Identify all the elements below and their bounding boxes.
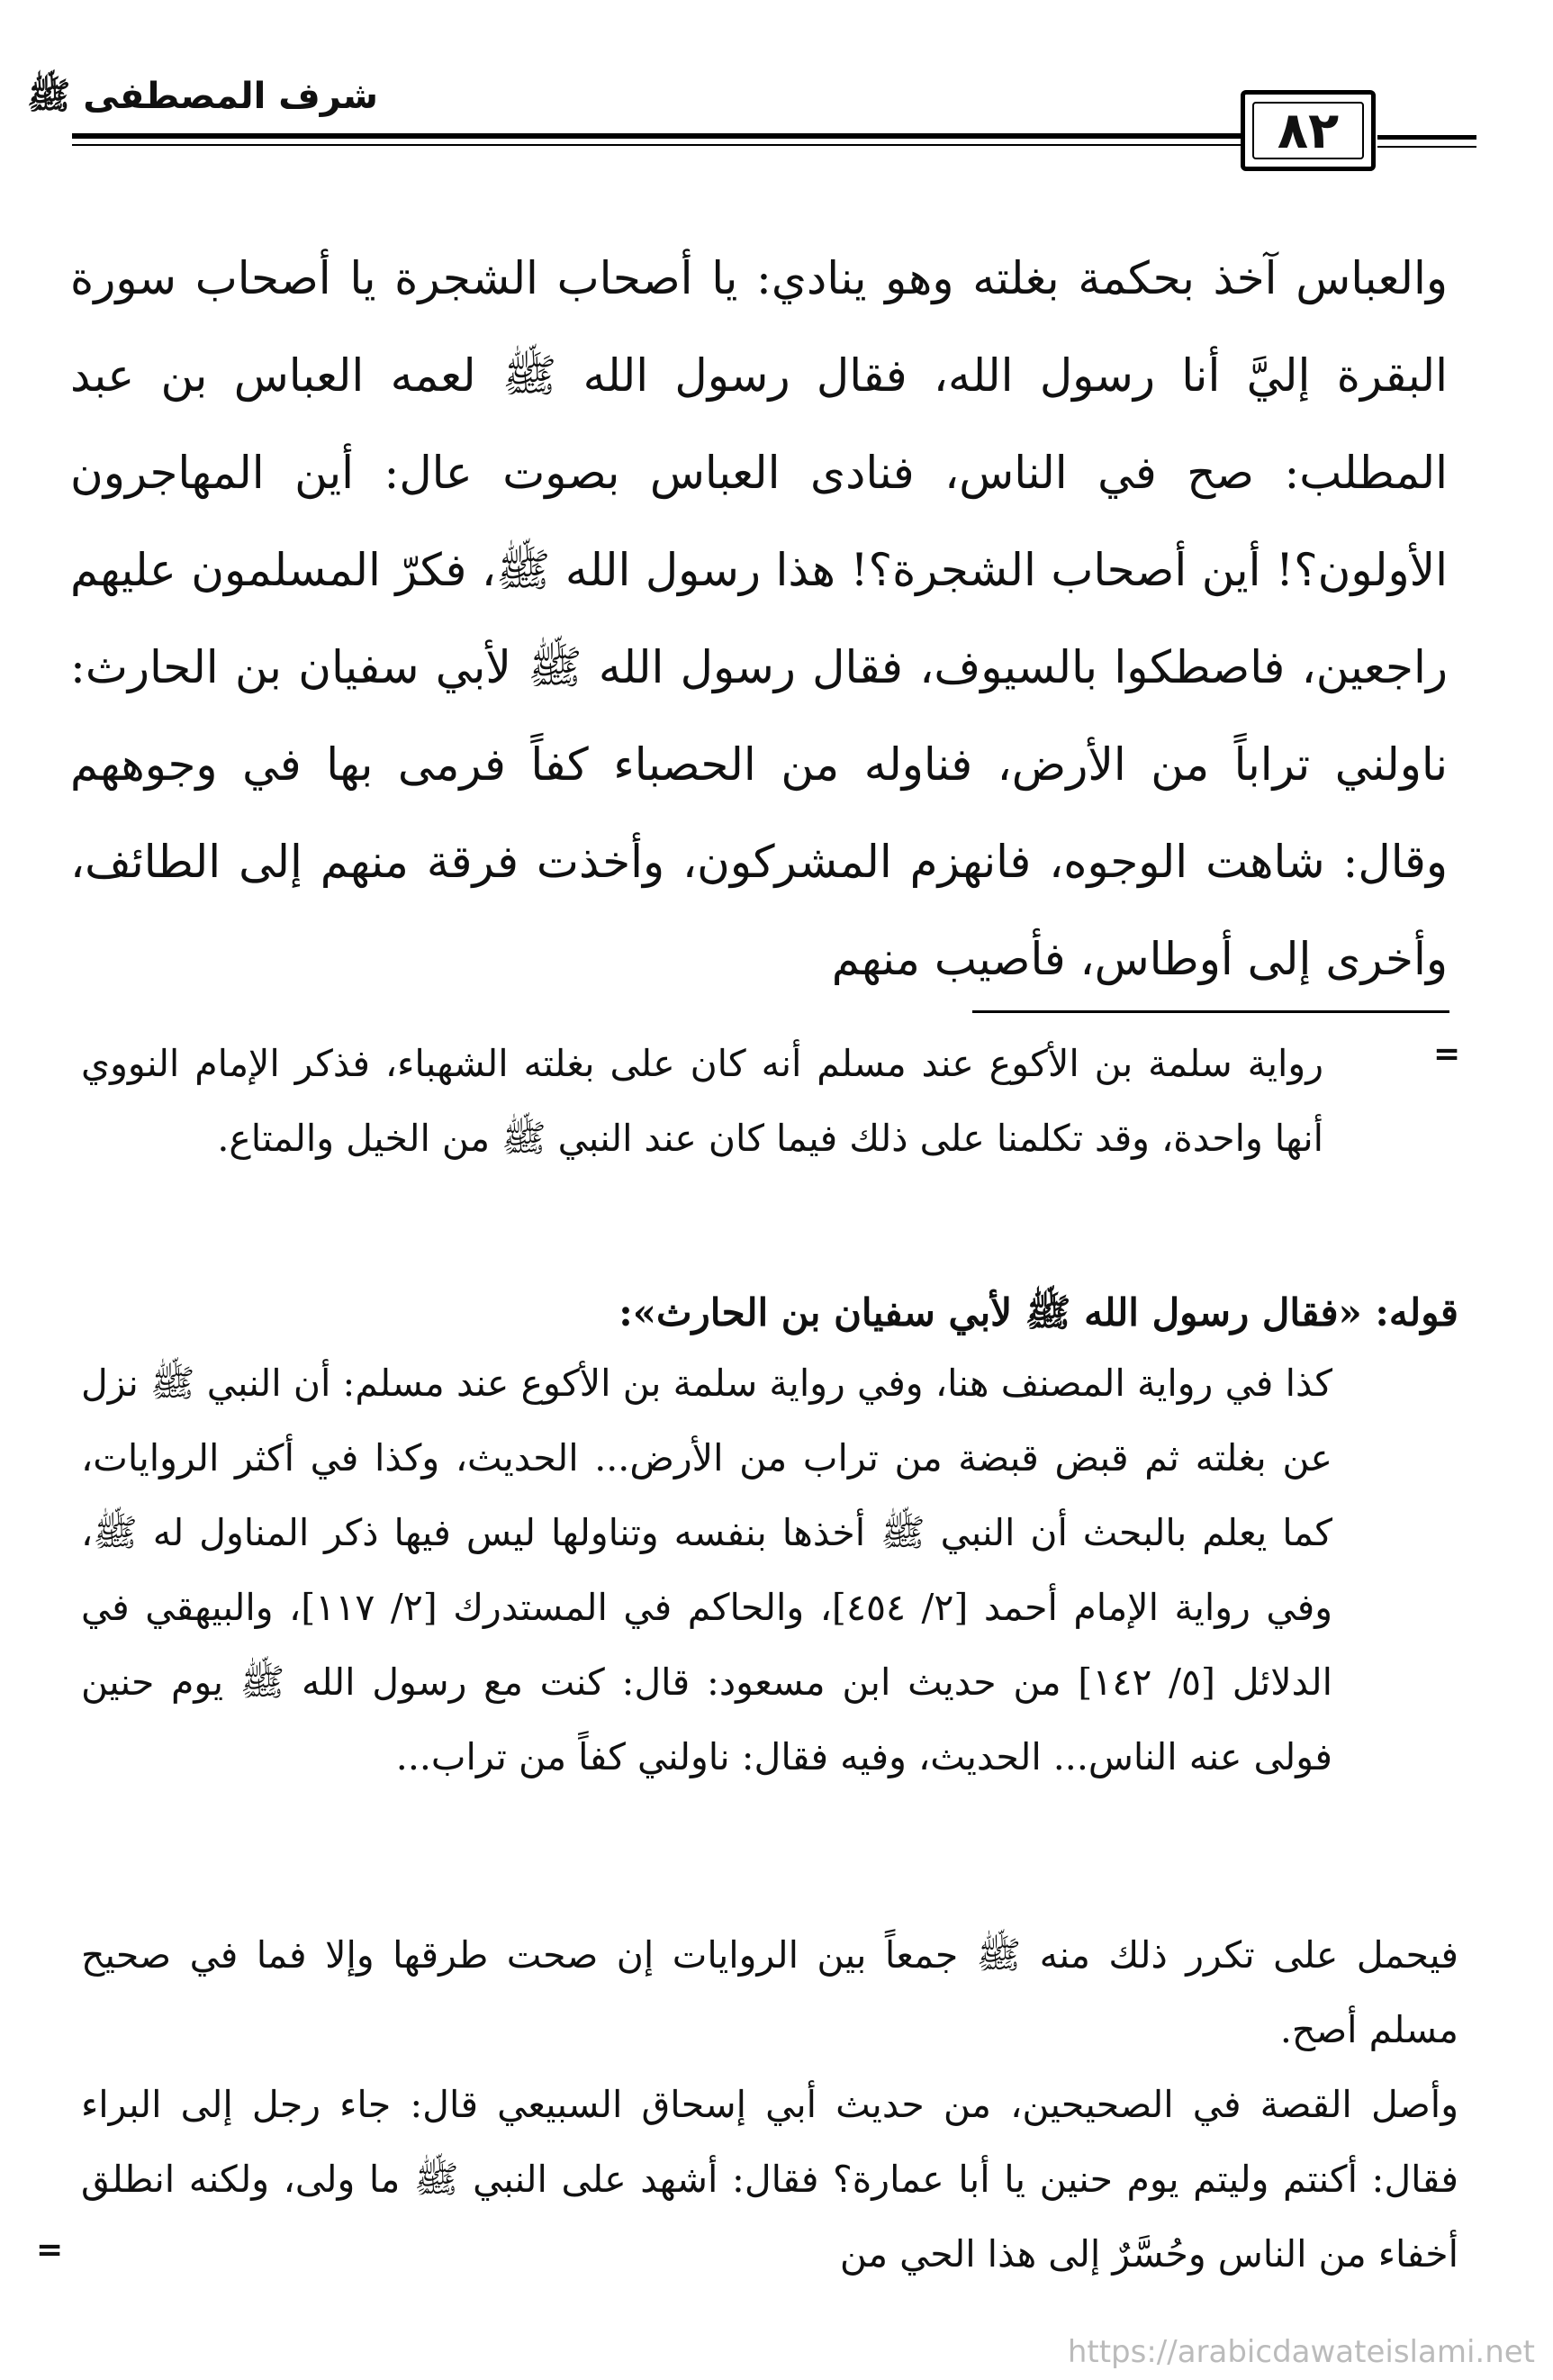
page-number: ٨٢ xyxy=(1277,101,1340,160)
footnote-body-wide xyxy=(81,1918,1458,2292)
watermark-url: https://arabicdawateislami.net xyxy=(1067,2334,1535,2370)
main-text xyxy=(70,230,1448,1008)
footnote-divider xyxy=(972,1010,1449,1013)
footnote-continuation-mark: = xyxy=(1433,1036,1461,1072)
header-rule-right-thin xyxy=(1377,146,1476,148)
footnote-body xyxy=(81,1346,1332,1795)
footnote-heading: قوله: «فقال رسول الله ﷺ لأبي سفيان بن الحارث»: xyxy=(618,1290,1458,1335)
footnote-paragraph-3: وأصل القصة في الصحيحين، من حديث أبي إسحاق السبيعي قال: جاء رجل إلى البراء فقال: أكنتم وليتم يوم حنين يا أبا عمارة؟ فقال: أشهد على النبي ﷺ ما ولى، ولكنه انطلق أخفاء من الناس وحُسَّرٌ إلى هذا الحي من xyxy=(81,2083,1458,2276)
header-rule xyxy=(72,133,1242,139)
main-paragraph: والعباس آخذ بحكمة بغلته وهو ينادي: يا أصحاب الشجرة يا أصحاب سورة البقرة إليَّ أنا رسول الله، فقال رسول الله ﷺ لعمه العباس بن عبد المطلب: صح في الناس، فنادى العباس بصوت عال: أين المهاجرون الأولون؟! أين أصحاب الشجرة؟! هذا رسول الله ﷺ، فكرّ المسلمون عليهم راجعين، فاصطكوا بالسيوف، فقال رسول الله ﷺ لأبي سفيان بن الحارث: ناولني تراباً من الأرض، فناوله من الحصباء كفاً فرمى بها في وجوههم وقال: شاهت الوجوه، فانهزم المشركون، وأخذت فرقة منهم إلى الطائف، وأخرى إلى أوطاس، فأصيب منهم xyxy=(70,252,1448,985)
footnote-paragraph-2: فيحمل على تكرر ذلك منه ﷺ جمعاً بين الروايات إن صحت طرقها وإلا فما في صحيح مسلم أصح. xyxy=(81,1933,1458,2051)
footnote-continuation-text: رواية سلمة بن الأكوع عند مسلم أنه كان على بغلته الشهباء، فذكر الإمام النووي أنها واحدة، وقد تكلمنا على ذلك فيما كان عند النبي ﷺ من الخيل والمتاع. xyxy=(81,1042,1323,1160)
header-rule-right xyxy=(1377,135,1476,140)
page-number-box xyxy=(1241,90,1376,171)
header-rule-thin xyxy=(72,144,1242,146)
footnote-continuation xyxy=(81,1027,1323,1176)
footnote-paragraph-1: كذا في رواية المصنف هنا، وفي رواية سلمة بن الأكوع عند مسلم: أن النبي ﷺ نزل عن بغلته ثم قبض قبضة من تراب من الأرض... الحديث، وكذا في أكثر الروايات، كما يعلم بالبحث أن النبي ﷺ أخذها بنفسه وتناولها ليس فيها ذكر المناول له ﷺ، وفي رواية الإمام أحمد [٢/ ٤٥٤]، والحاكم في المستدرك [٢/ ١١٧]، والبيهقي في الدلائل [٥/ ١٤٢] من حديث ابن مسعود: قال: كنت مع رسول الله ﷺ يوم حنين فولى عنه الناس... الحديث، وفيه فقال: ناولني كفاً من تراب... xyxy=(81,1362,1332,1778)
footnote-end-mark: = xyxy=(36,2231,64,2268)
running-header-title: شرف المصطفى ﷺ xyxy=(26,76,378,117)
